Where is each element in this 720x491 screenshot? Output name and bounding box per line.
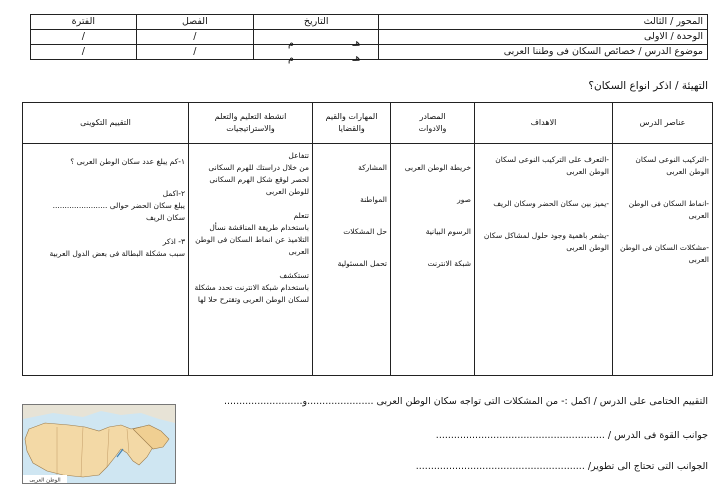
col-header-activities: انشطة التعليم والتعلم والاستراتيجيات (189, 103, 313, 144)
elements-cell (613, 144, 713, 376)
list-item: شبكة الانترنت (427, 259, 471, 268)
list-item: ١-كم يبلغ عدد سكان الوطن العربى ؟ (70, 157, 185, 166)
map-caption: الوطن العربى (29, 477, 61, 483)
list-item: -التعرف على التركيب النوعى لسكان الوطن العربى (495, 155, 609, 176)
formative-cell (23, 144, 189, 376)
col-header-formative: التقييم التكوينى (23, 103, 189, 144)
date-cell (254, 30, 379, 49)
period-cell: / (31, 30, 137, 45)
list-item: -انماط السكان فى الوطن العربى (628, 199, 709, 220)
hijri-mark: هـ (352, 38, 361, 49)
lesson-table (22, 102, 713, 376)
activity-text: باستخدام شبكة الانترنت تحدد مشكلة لسكان الوطن العربى وتقترح حلا لها (194, 283, 309, 304)
list-item: يبلغ سكان الحضر حوالى ....................... (52, 201, 185, 210)
list-item: الرسوم البيانية (425, 227, 471, 236)
strengths-line: جوانب القوة فى الدرس / ........................................................ (435, 430, 708, 441)
date-cell (254, 45, 379, 64)
arab-world-map (22, 404, 176, 484)
table-body-row (23, 144, 713, 376)
list-item: -يشعر باهمية وجود حلول لمشاكل سكان الوطن العربى (483, 231, 609, 252)
list-item: سبب مشكلة البطالة فى بعض الدول العربية (49, 249, 185, 258)
table-header-row (23, 103, 713, 144)
list-item: خريطة الوطن العربى (404, 163, 471, 172)
list-item: صور (457, 195, 471, 204)
axis-cell: المحور / الثالث (379, 15, 708, 30)
final-evaluation: التقييم الختامى على الدرس / اكمل :- من المشكلات التى تواجه سكان الوطن العربى ......................و.......................... (223, 396, 708, 407)
skills-cell (313, 144, 391, 376)
col-header-resources: المصادر والادوات (391, 103, 475, 144)
activity-title: تتعلم (293, 211, 309, 220)
gregorian-mark: م (288, 53, 294, 64)
resources-cell (391, 144, 475, 376)
header-row (31, 45, 708, 60)
list-item: ٢-اكمل (162, 189, 185, 198)
col-header-objectives: الاهداف (475, 103, 613, 144)
period-cell: / (31, 45, 137, 60)
col-header-elements: عناصر الدرس (613, 103, 713, 144)
activity-text: باستخدام طريقة المناقشة نسأل التلاميذ عن انماط السكان فى الوطن العربى (195, 223, 309, 256)
list-item: ٣- اذكر (162, 237, 185, 246)
activity-text: من خلال دراستك للهرم السكانى لحصر لوقع شكل الهرم السكانى للوطن العربى (208, 163, 309, 196)
date-label: التاريخ (254, 15, 379, 30)
gregorian-mark: م (288, 38, 294, 49)
topic-cell: موضوع الدرس / خصائص السكان فى وطننا العربى (379, 45, 708, 60)
header-row (31, 30, 708, 45)
list-item: -التركيب النوعى لسكان الوطن العربى (635, 155, 709, 176)
activity-title: تستكشف (279, 271, 309, 280)
intro-question: التهيئة / اذكر انواع السكان؟ (588, 80, 708, 92)
activities-cell (189, 144, 313, 376)
list-item: سكان الريف (146, 213, 185, 222)
activity-title: تتفاعل (288, 151, 309, 160)
semester-cell: / (136, 30, 253, 45)
list-item: المشاركة (358, 163, 387, 172)
objectives-cell (475, 144, 613, 376)
list-item: المواطنة (360, 195, 387, 204)
hijri-mark: هـ (352, 53, 361, 64)
period-label: الفترة (31, 15, 137, 30)
semester-cell: / (136, 45, 253, 60)
col-header-skills: المهارات والقيم والقضايا (313, 103, 391, 144)
list-item: -مشكلات السكان فى الوطن العربى (620, 243, 709, 264)
header-table (30, 14, 708, 64)
list-item: تحمل المسئولية (337, 259, 387, 268)
list-item: -يميز بين سكان الحضر وسكان الريف (493, 199, 609, 208)
header-row (31, 15, 708, 30)
improvement-line: الجوانب التى تحتاج الى تطوير/ ........................................................ (415, 461, 708, 472)
unit-cell: الوحدة / الاولى (379, 30, 708, 45)
map-image (23, 405, 175, 483)
list-item: حل المشكلات (343, 227, 387, 236)
semester-label: الفصل (136, 15, 253, 30)
